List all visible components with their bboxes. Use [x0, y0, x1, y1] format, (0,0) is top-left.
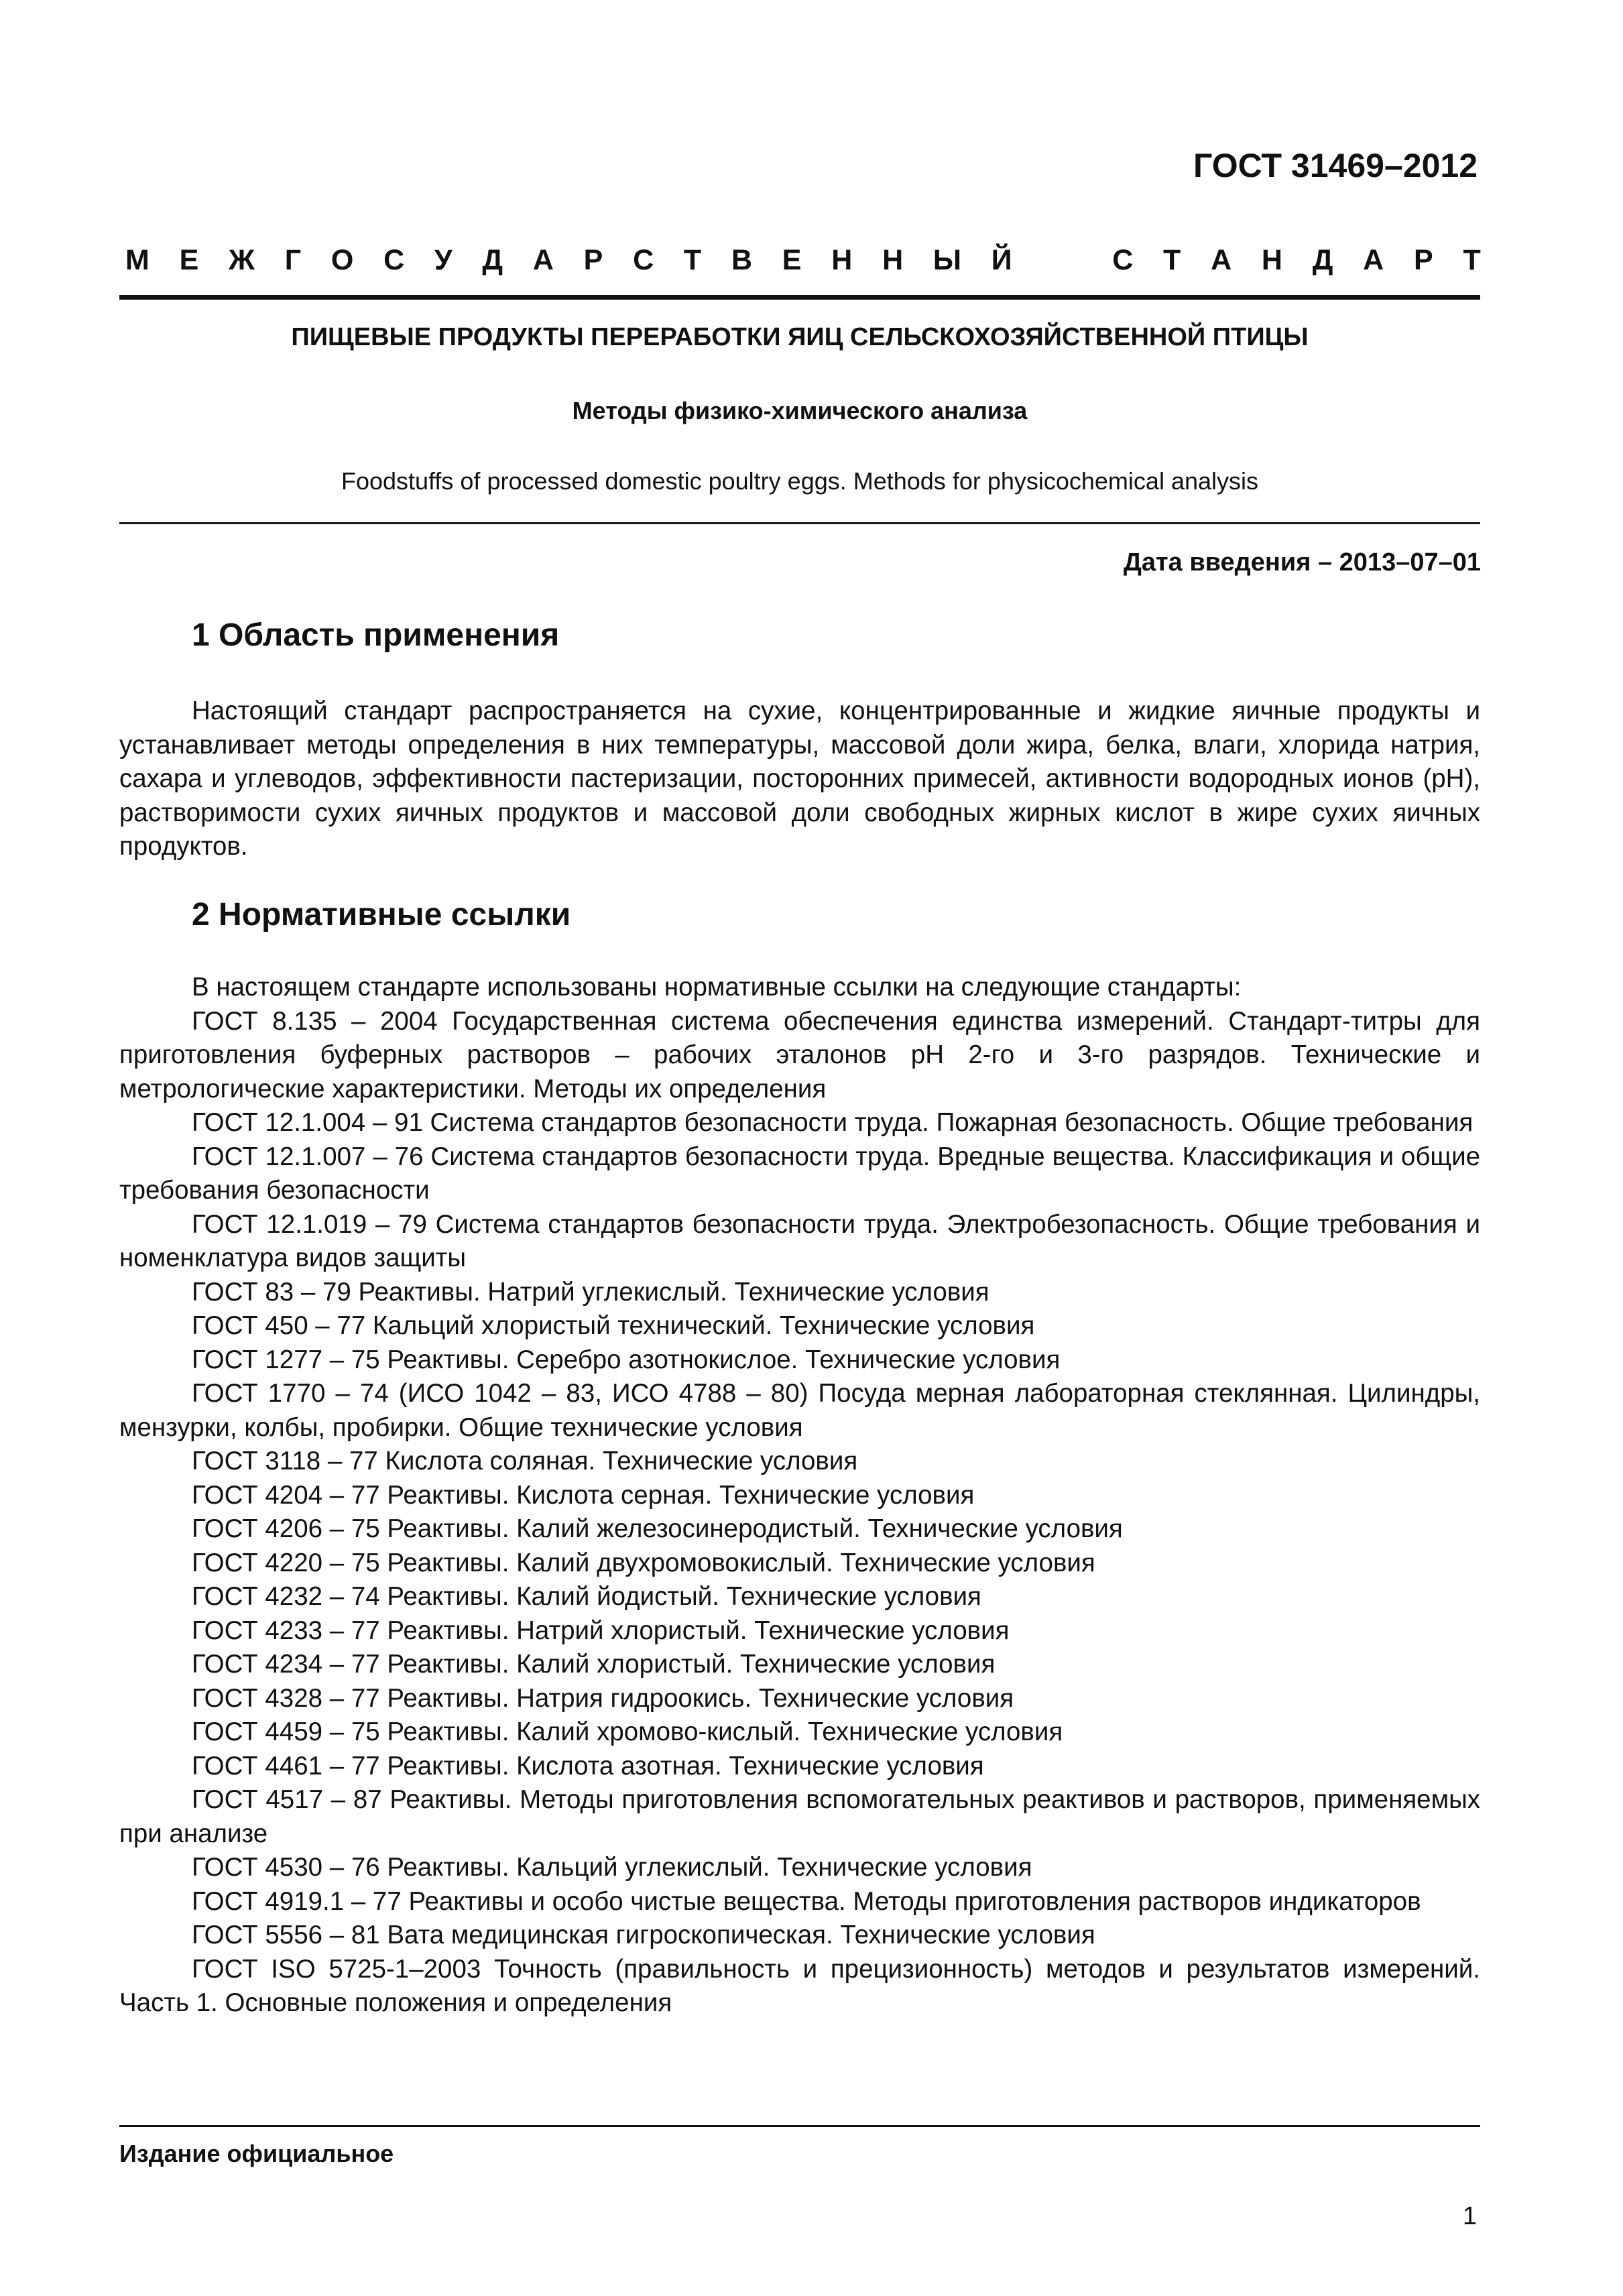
heading-letter: Ы — [933, 244, 962, 276]
heading-letter: М — [125, 244, 149, 276]
document-title-english: Foodstuffs of processed domestic poultry eggs. Methods for physicochemical analysis — [341, 467, 1258, 495]
header-rule — [119, 295, 1480, 300]
page-number: 1 — [1462, 2202, 1477, 2230]
heading-letter: С — [633, 244, 654, 276]
heading-letter: Н — [831, 244, 853, 276]
reference-item: ГОСТ 4234 – 77 Реактивы. Калий хлористый. Технические условия — [192, 1650, 996, 1679]
heading-letter: С — [383, 244, 405, 276]
heading-letter: Е — [179, 244, 199, 276]
reference-item: ГОСТ ISO 5725-1–2003 Точность (правильность и прецизионность) методов и результатов измерений. Часть 1. Основные положения и определения — [119, 1954, 1480, 2017]
document-subtitle: Методы физико-химического анализа — [572, 397, 1028, 424]
reference-item: ГОСТ 450 – 77 Кальций хлористый технический. Технические условия — [192, 1311, 1035, 1340]
heading-letter: Р — [1413, 244, 1433, 276]
section-2-title: 2 Нормативные ссылки — [192, 897, 571, 932]
section-1-paragraph: Настоящий стандарт распространяется на сухие, концентрированные и жидкие яичные продукты и устанавливает методы определения в них температуры, массовой доли жира, белка, влаги, хлорида натрия, сахара и углеводов, эффективности пастеризации, посторонних примесей, активности водородных ионов (рН), растворимости сухих яичных продуктов и массовой доли свободных жирных кислот в жире сухих яичных продуктов. — [119, 697, 1480, 861]
reference-item: ГОСТ 4461 – 77 Реактивы. Кислота азотная. Технические условия — [192, 1751, 984, 1780]
standard-type-heading — [125, 244, 1481, 277]
reference-item: ГОСТ 12.1.004 – 91 Система стандартов безопасности труда. Пожарная безопасность. Общие требования — [192, 1108, 1474, 1137]
reference-item: ГОСТ 12.1.019 – 79 Система стандартов безопасности труда. Электробезопасность. Общие требования и номенклатура видов защиты — [119, 1209, 1480, 1272]
section-1-title: 1 Область применения — [192, 617, 560, 653]
heading-letter: Т — [683, 244, 702, 276]
section-1-body — [119, 694, 1480, 864]
heading-letter: Г — [284, 244, 302, 276]
reference-item: ГОСТ 1277 – 75 Реактивы. Серебро азотнокислое. Технические условия — [192, 1345, 1061, 1374]
reference-item: ГОСТ 1770 – 74 (ИСО 1042 – 83, ИСО 4788 – 80) Посуда мерная лабораторная стеклянная. Цилиндры, мензурки, колбы, пробирки. Общие технические условия — [119, 1379, 1480, 1442]
reference-item: ГОСТ 4220 – 75 Реактивы. Калий двухромовокислый. Технические условия — [192, 1548, 1095, 1577]
heading-letter: Й — [991, 244, 1012, 276]
heading-letter: С — [1112, 244, 1134, 276]
heading-letter: Ж — [229, 244, 255, 276]
heading-letter: Р — [583, 244, 603, 276]
heading-letter: Т — [1463, 244, 1481, 276]
reference-item: ГОСТ 5556 – 81 Вата медицинская гигроскопическая. Технические условия — [192, 1921, 1095, 1949]
heading-letter: Д — [482, 244, 503, 276]
heading-letter: А — [1211, 244, 1232, 276]
reference-item: ГОСТ 4233 – 77 Реактивы. Натрий хлористый. Технические условия — [192, 1616, 1010, 1645]
section-2-body — [119, 971, 1480, 2020]
footer-rule — [119, 2125, 1480, 2127]
heading-letter: Е — [782, 244, 802, 276]
introduction-date: Дата введения – 2013–07–01 — [1123, 548, 1481, 577]
title-rule — [119, 522, 1480, 524]
heading-letter: Н — [1261, 244, 1282, 276]
reference-item: ГОСТ 4530 – 76 Реактивы. Кальций углекислый. Технические условия — [192, 1853, 1032, 1882]
heading-letter: А — [532, 244, 554, 276]
reference-item: ГОСТ 4459 – 75 Реактивы. Калий хромово-кислый. Технические условия — [192, 1717, 1063, 1746]
edition-label: Издание официальное — [119, 2140, 394, 2167]
reference-item: ГОСТ 8.135 – 2004 Государственная система обеспечения единства измерений. Стандарт-титры для приготовления буферных растворов – рабочих эталонов рН 2-го и 3-го разрядов. Технические и метрологические характеристики. Методы их определения — [119, 1006, 1480, 1103]
reference-item: ГОСТ 3118 – 77 Кислота соляная. Технические условия — [192, 1447, 858, 1475]
reference-item: ГОСТ 4919.1 – 77 Реактивы и особо чистые вещества. Методы приготовления растворов индикаторов — [192, 1886, 1421, 1916]
reference-item: ГОСТ 4517 – 87 Реактивы. Методы приготовления вспомогательных реактивов и растворов, применяемых при анализе — [119, 1785, 1480, 1848]
reference-list — [119, 1005, 1480, 2020]
reference-item: ГОСТ 4328 – 77 Реактивы. Натрия гидроокись. Технические условия — [192, 1683, 1014, 1713]
heading-letter: А — [1363, 244, 1384, 276]
gost-number: ГОСТ 31469–2012 — [1193, 147, 1478, 184]
reference-item: ГОСТ 4206 – 75 Реактивы. Калий железосинеродистый. Технические условия — [192, 1514, 1123, 1543]
heading-letter: У — [434, 244, 453, 276]
heading-letter: Д — [1312, 244, 1333, 276]
reference-item: ГОСТ 83 – 79 Реактивы. Натрий углекислый. Технические условия — [192, 1277, 989, 1307]
heading-letter: Т — [1163, 244, 1181, 276]
section-2-intro: В настоящем стандарте использованы нормативные ссылки на следующие стандарты: — [192, 973, 1242, 1002]
document-title: ПИЩЕВЫЕ ПРОДУКТЫ ПЕРЕРАБОТКИ ЯИЦ СЕЛЬСКОХОЗЯЙСТВЕННОЙ ПТИЦЫ — [291, 323, 1309, 351]
reference-item: ГОСТ 4204 – 77 Реактивы. Кислота серная. Технические условия — [192, 1480, 975, 1510]
reference-item: ГОСТ 4232 – 74 Реактивы. Калий йодистый. Технические условия — [192, 1582, 981, 1611]
heading-letter: Н — [882, 244, 904, 276]
reference-item: ГОСТ 12.1.007 – 76 Система стандартов безопасности труда. Вредные вещества. Классификация и общие требования безопасности — [119, 1142, 1480, 1205]
heading-letter: О — [330, 244, 354, 276]
heading-letter: В — [731, 244, 753, 276]
